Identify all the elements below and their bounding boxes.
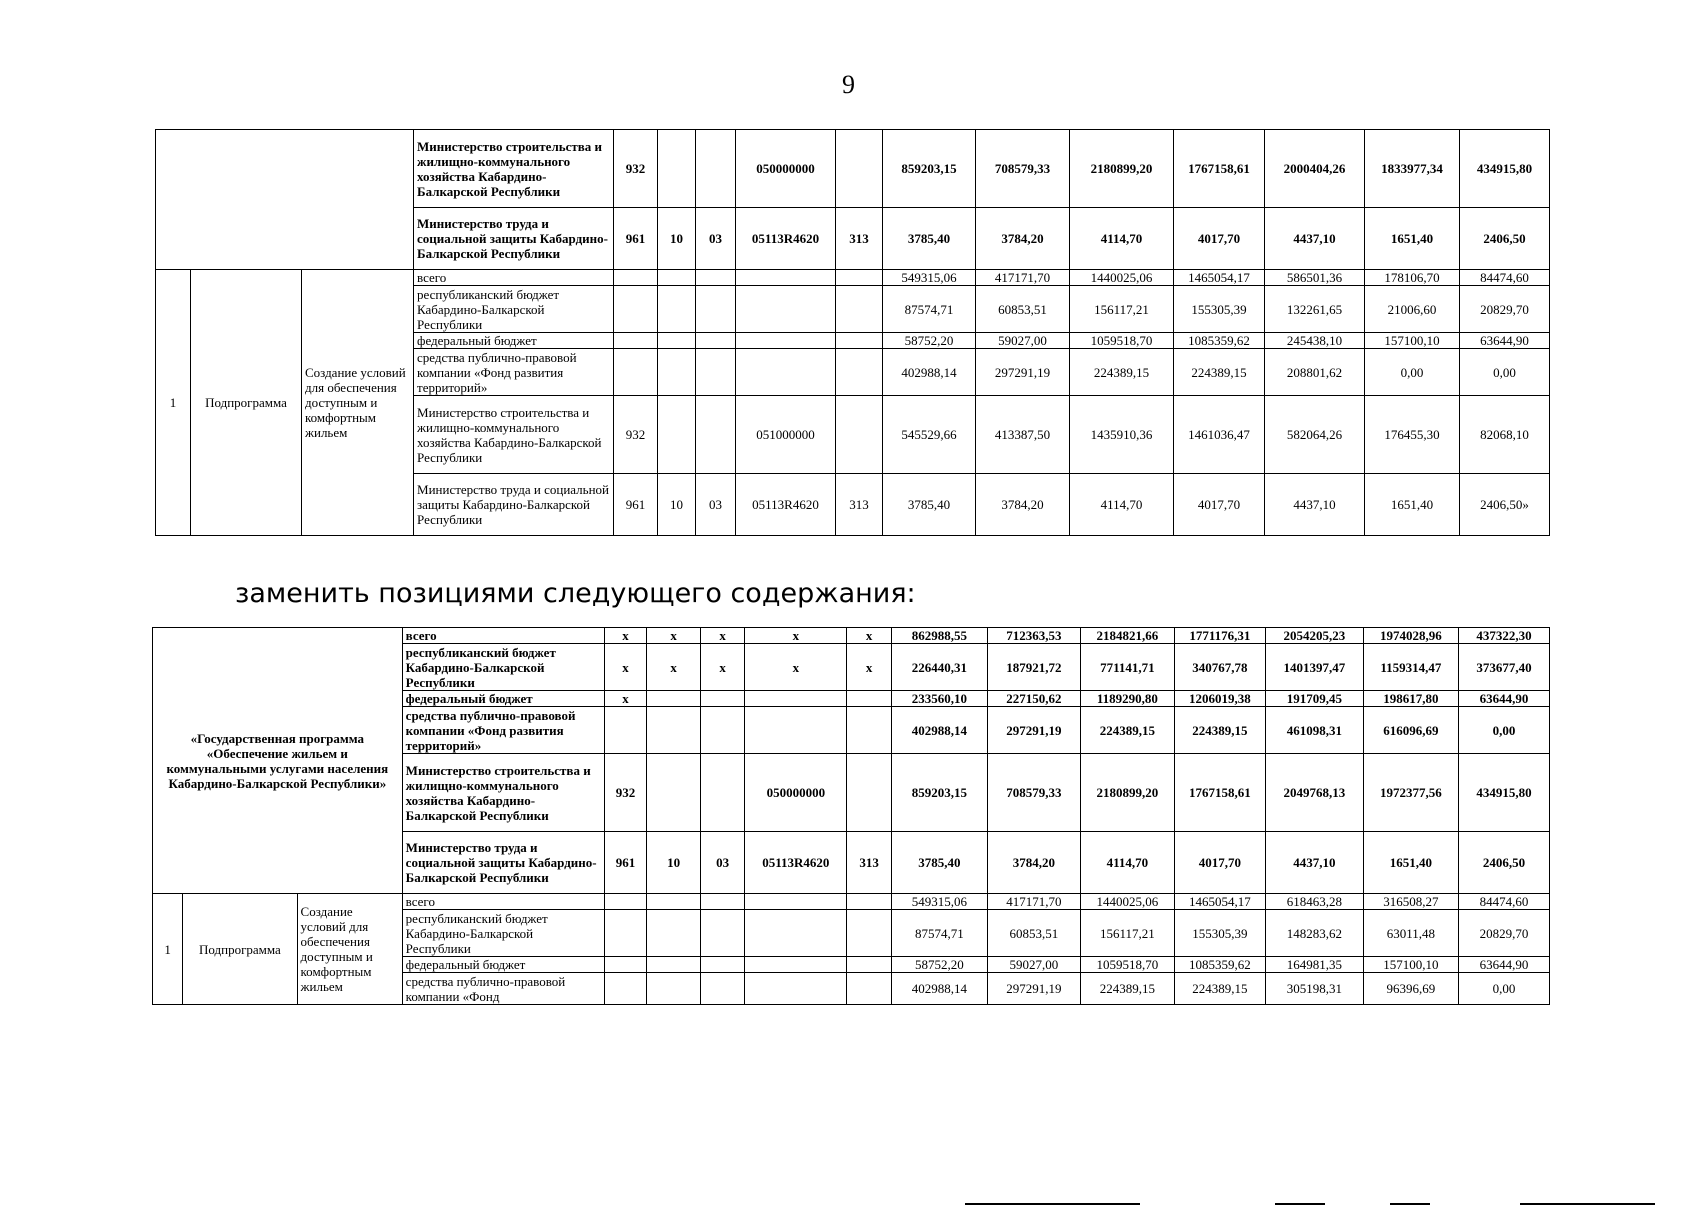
code-cell	[647, 957, 701, 973]
code-cell	[836, 333, 883, 349]
row-description: Министерство труда и социальной защиты Кабардино-Балкарской Республики	[414, 208, 614, 270]
code-cell: х	[847, 644, 891, 691]
row-description: Министерство труда и социальной защиты Кабардино-Балкарской Республики	[414, 474, 614, 536]
value-cell: 402988,14	[891, 707, 987, 754]
value-cell: 59027,00	[987, 957, 1080, 973]
value-cell: 859203,15	[883, 130, 976, 208]
code-cell: 961	[614, 474, 658, 536]
value-cell: 712363,53	[987, 628, 1080, 644]
row-description: Министерство строительства и жилищно-коммунального хозяйства Кабардино-Балкарской Республики	[402, 754, 604, 832]
value-cell: 1767158,61	[1174, 754, 1265, 832]
value-cell: 3785,40	[883, 474, 976, 536]
top-table	[155, 129, 1550, 536]
value-cell: 1461036,47	[1174, 396, 1265, 474]
code-cell	[836, 270, 883, 286]
code-cell: 313	[836, 208, 883, 270]
row-description: всего	[402, 894, 604, 910]
value-cell: 413387,50	[976, 396, 1070, 474]
code-cell	[745, 973, 847, 1005]
code-cell	[736, 349, 836, 396]
value-cell: 155305,39	[1174, 286, 1265, 333]
code-cell	[700, 691, 744, 707]
value-cell: 437322,30	[1458, 628, 1549, 644]
value-cell: 1767158,61	[1174, 130, 1265, 208]
code-cell: 10	[658, 208, 696, 270]
value-cell: 3784,20	[987, 832, 1080, 894]
code-cell	[614, 286, 658, 333]
value-cell: 1059518,70	[1080, 957, 1174, 973]
row-description: средства публично-правовой компании «Фонд развития территорий»	[414, 349, 614, 396]
value-cell: 1440025,06	[1070, 270, 1174, 286]
value-cell: 4114,70	[1070, 208, 1174, 270]
code-cell	[700, 707, 744, 754]
code-cell: х	[647, 628, 701, 644]
value-cell: 417171,70	[987, 894, 1080, 910]
code-cell	[658, 333, 696, 349]
subprogram-type: Подпрограмма	[191, 270, 302, 536]
subprogram-name: Создание условий для обеспечения доступным и комфортным жильем	[297, 894, 402, 1005]
value-cell: 3784,20	[976, 474, 1070, 536]
row-description: федеральный бюджет	[402, 691, 604, 707]
value-cell: 549315,06	[883, 270, 976, 286]
value-cell: 1189290,80	[1080, 691, 1174, 707]
code-cell: 313	[847, 832, 891, 894]
row-description: Министерство строительства и жилищно-коммунального хозяйства Кабардино-Балкарской Республики	[414, 396, 614, 474]
code-cell	[604, 957, 646, 973]
code-cell	[614, 333, 658, 349]
value-cell: 63644,90	[1458, 957, 1549, 973]
value-cell: 155305,39	[1174, 910, 1265, 957]
value-cell: 708579,33	[976, 130, 1070, 208]
code-cell	[647, 910, 701, 957]
subprogram-number: 1	[153, 894, 183, 1005]
row-description: Министерство строительства и жилищно-коммунального хозяйства Кабардино-Балкарской Республики	[414, 130, 614, 208]
code-cell	[700, 957, 744, 973]
value-cell: 297291,19	[987, 973, 1080, 1005]
value-cell: 2184821,66	[1080, 628, 1174, 644]
code-cell: х	[700, 628, 744, 644]
value-cell: 862988,55	[891, 628, 987, 644]
code-cell: 05113R4620	[745, 832, 847, 894]
value-cell: 58752,20	[883, 333, 976, 349]
value-cell: 245438,10	[1265, 333, 1365, 349]
value-cell: 0,00	[1365, 349, 1460, 396]
code-cell	[745, 910, 847, 957]
code-cell	[700, 910, 744, 957]
code-cell	[745, 691, 847, 707]
value-cell: 434915,80	[1460, 130, 1550, 208]
value-cell: 4017,70	[1174, 208, 1265, 270]
value-cell: 2180899,20	[1080, 754, 1174, 832]
value-cell: 1771176,31	[1174, 628, 1265, 644]
code-cell: х	[604, 644, 646, 691]
value-cell: 582064,26	[1265, 396, 1365, 474]
value-cell: 164981,35	[1265, 957, 1363, 973]
value-cell: 157100,10	[1363, 957, 1458, 973]
subprogram-name: Создание условий для обеспечения доступным и комфортным жильем	[302, 270, 414, 536]
value-cell: 4114,70	[1070, 474, 1174, 536]
value-cell: 233560,10	[891, 691, 987, 707]
value-cell: 132261,65	[1265, 286, 1365, 333]
value-cell: 2180899,20	[1070, 130, 1174, 208]
value-cell: 1651,40	[1365, 208, 1460, 270]
value-cell: 224389,15	[1080, 973, 1174, 1005]
blank-cell	[156, 130, 414, 270]
value-cell: 226440,31	[891, 644, 987, 691]
code-cell: х	[700, 644, 744, 691]
code-cell	[658, 270, 696, 286]
code-cell	[614, 270, 658, 286]
value-cell: 224389,15	[1174, 707, 1265, 754]
subprogram-number: 1	[156, 270, 191, 536]
value-cell: 434915,80	[1458, 754, 1549, 832]
code-cell	[736, 286, 836, 333]
code-cell	[696, 349, 736, 396]
value-cell: 1651,40	[1363, 832, 1458, 894]
code-cell: х	[604, 691, 646, 707]
value-cell: 1440025,06	[1080, 894, 1174, 910]
code-cell: 051000000	[736, 396, 836, 474]
code-cell	[658, 130, 696, 208]
program-name: «Государственная программа «Обеспечение жильем и коммунальными услугами населения Кабардино-Балкарской Республики»	[153, 628, 403, 894]
row-description: всего	[402, 628, 604, 644]
value-cell: 373677,40	[1458, 644, 1549, 691]
table-row	[153, 628, 1550, 644]
code-cell: х	[604, 628, 646, 644]
value-cell: 20829,70	[1458, 910, 1549, 957]
code-cell: 961	[614, 208, 658, 270]
value-cell: 1465054,17	[1174, 270, 1265, 286]
code-cell	[658, 396, 696, 474]
value-cell: 224389,15	[1174, 973, 1265, 1005]
value-cell: 0,00	[1458, 973, 1549, 1005]
value-cell: 771141,71	[1080, 644, 1174, 691]
code-cell: х	[847, 628, 891, 644]
value-cell: 224389,15	[1080, 707, 1174, 754]
value-cell: 2406,50	[1458, 832, 1549, 894]
value-cell: 0,00	[1458, 707, 1549, 754]
code-cell	[836, 286, 883, 333]
value-cell: 618463,28	[1265, 894, 1363, 910]
code-cell	[847, 691, 891, 707]
value-cell: 2000404,26	[1265, 130, 1365, 208]
code-cell	[745, 894, 847, 910]
value-cell: 1651,40	[1365, 474, 1460, 536]
value-cell: 178106,70	[1365, 270, 1460, 286]
code-cell	[836, 349, 883, 396]
value-cell: 1833977,34	[1365, 130, 1460, 208]
code-cell	[700, 973, 744, 1005]
value-cell: 224389,15	[1070, 349, 1174, 396]
value-cell: 1974028,96	[1363, 628, 1458, 644]
code-cell: х	[745, 628, 847, 644]
value-cell: 2406,50»	[1460, 474, 1550, 536]
value-cell: 60853,51	[976, 286, 1070, 333]
code-cell: 932	[614, 130, 658, 208]
value-cell: 87574,71	[883, 286, 976, 333]
code-cell	[700, 894, 744, 910]
value-cell: 305198,31	[1265, 973, 1363, 1005]
value-cell: 20829,70	[1460, 286, 1550, 333]
value-cell: 4437,10	[1265, 208, 1365, 270]
code-cell	[604, 707, 646, 754]
row-description: федеральный бюджет	[402, 957, 604, 973]
row-description: средства публично-правовой компании «Фонд развития территорий»	[402, 707, 604, 754]
value-cell: 4017,70	[1174, 832, 1265, 894]
code-cell: 932	[614, 396, 658, 474]
value-cell: 176455,30	[1365, 396, 1460, 474]
page-number: 9	[842, 70, 855, 99]
value-cell: 84474,60	[1458, 894, 1549, 910]
code-cell	[836, 396, 883, 474]
code-cell	[847, 973, 891, 1005]
code-cell: 10	[647, 832, 701, 894]
value-cell: 1085359,62	[1174, 957, 1265, 973]
value-cell: 0,00	[1460, 349, 1550, 396]
code-cell: х	[745, 644, 847, 691]
value-cell: 1085359,62	[1174, 333, 1265, 349]
code-cell	[736, 270, 836, 286]
code-cell	[658, 349, 696, 396]
code-cell: 932	[604, 754, 646, 832]
value-cell: 4017,70	[1174, 474, 1265, 536]
value-cell: 545529,66	[883, 396, 976, 474]
row-description: Министерство труда и социальной защиты Кабардино-Балкарской Республики	[402, 832, 604, 894]
code-cell	[696, 286, 736, 333]
value-cell: 2406,50	[1460, 208, 1550, 270]
code-cell	[847, 957, 891, 973]
code-cell: 961	[604, 832, 646, 894]
value-cell: 340767,78	[1174, 644, 1265, 691]
code-cell: 05113R4620	[736, 474, 836, 536]
table-row	[153, 894, 1550, 910]
code-cell: 03	[696, 208, 736, 270]
row-description: республиканский бюджет Кабардино-Балкарской Республики	[414, 286, 614, 333]
code-cell: х	[647, 644, 701, 691]
value-cell: 82068,10	[1460, 396, 1550, 474]
code-cell: 05113R4620	[736, 208, 836, 270]
code-cell: 050000000	[736, 130, 836, 208]
code-cell	[604, 894, 646, 910]
value-cell: 708579,33	[987, 754, 1080, 832]
value-cell: 208801,62	[1265, 349, 1365, 396]
code-cell	[604, 910, 646, 957]
code-cell	[745, 707, 847, 754]
code-cell: 03	[700, 832, 744, 894]
value-cell: 1159314,47	[1363, 644, 1458, 691]
value-cell: 316508,27	[1363, 894, 1458, 910]
value-cell: 3785,40	[883, 208, 976, 270]
value-cell: 156117,21	[1070, 286, 1174, 333]
value-cell: 87574,71	[891, 910, 987, 957]
value-cell: 417171,70	[976, 270, 1070, 286]
value-cell: 2049768,13	[1265, 754, 1363, 832]
bottom-table	[152, 627, 1550, 1005]
value-cell: 1972377,56	[1363, 754, 1458, 832]
value-cell: 63644,90	[1460, 333, 1550, 349]
value-cell: 2054205,23	[1265, 628, 1363, 644]
code-cell	[604, 973, 646, 1005]
code-cell: 10	[658, 474, 696, 536]
code-cell	[647, 691, 701, 707]
value-cell: 84474,60	[1460, 270, 1550, 286]
value-cell: 198617,80	[1363, 691, 1458, 707]
value-cell: 58752,20	[891, 957, 987, 973]
code-cell	[696, 270, 736, 286]
table-row	[156, 130, 1550, 208]
value-cell: 1401397,47	[1265, 644, 1363, 691]
row-description: республиканский бюджет Кабардино-Балкарской Республики	[402, 910, 604, 957]
value-cell: 96396,69	[1363, 973, 1458, 1005]
value-cell: 21006,60	[1365, 286, 1460, 333]
value-cell: 586501,36	[1265, 270, 1365, 286]
value-cell: 191709,45	[1265, 691, 1363, 707]
value-cell: 157100,10	[1365, 333, 1460, 349]
value-cell: 402988,14	[883, 349, 976, 396]
code-cell	[696, 333, 736, 349]
value-cell: 63011,48	[1363, 910, 1458, 957]
subprogram-type: Подпрограмма	[183, 894, 297, 1005]
row-description: федеральный бюджет	[414, 333, 614, 349]
code-cell	[745, 957, 847, 973]
table-row	[156, 270, 1550, 286]
code-cell	[847, 754, 891, 832]
row-description: всего	[414, 270, 614, 286]
code-cell	[647, 894, 701, 910]
value-cell: 549315,06	[891, 894, 987, 910]
code-cell	[736, 333, 836, 349]
code-cell	[647, 973, 701, 1005]
value-cell: 616096,69	[1363, 707, 1458, 754]
code-cell: 050000000	[745, 754, 847, 832]
row-description: средства публично-правовой компании «Фонд	[402, 973, 604, 1005]
code-cell	[836, 130, 883, 208]
code-cell	[647, 707, 701, 754]
section-heading: заменить позициями следующего содержания:	[235, 578, 916, 609]
code-cell	[614, 349, 658, 396]
code-cell	[658, 286, 696, 333]
code-cell	[847, 707, 891, 754]
value-cell: 3784,20	[976, 208, 1070, 270]
value-cell: 4437,10	[1265, 474, 1365, 536]
value-cell: 4437,10	[1265, 832, 1363, 894]
value-cell: 461098,31	[1265, 707, 1363, 754]
code-cell	[847, 910, 891, 957]
value-cell: 402988,14	[891, 973, 987, 1005]
code-cell: 313	[836, 474, 883, 536]
row-description: республиканский бюджет Кабардино-Балкарской Республики	[402, 644, 604, 691]
value-cell: 1206019,38	[1174, 691, 1265, 707]
value-cell: 1465054,17	[1174, 894, 1265, 910]
value-cell: 63644,90	[1458, 691, 1549, 707]
code-cell	[696, 130, 736, 208]
value-cell: 4114,70	[1080, 832, 1174, 894]
code-cell	[847, 894, 891, 910]
value-cell: 297291,19	[987, 707, 1080, 754]
value-cell: 224389,15	[1174, 349, 1265, 396]
value-cell: 1435910,36	[1070, 396, 1174, 474]
code-cell	[700, 754, 744, 832]
value-cell: 187921,72	[987, 644, 1080, 691]
value-cell: 859203,15	[891, 754, 987, 832]
value-cell: 3785,40	[891, 832, 987, 894]
value-cell: 227150,62	[987, 691, 1080, 707]
code-cell	[696, 396, 736, 474]
code-cell	[647, 754, 701, 832]
value-cell: 297291,19	[976, 349, 1070, 396]
value-cell: 60853,51	[987, 910, 1080, 957]
value-cell: 156117,21	[1080, 910, 1174, 957]
code-cell: 03	[696, 474, 736, 536]
value-cell: 59027,00	[976, 333, 1070, 349]
value-cell: 148283,62	[1265, 910, 1363, 957]
value-cell: 1059518,70	[1070, 333, 1174, 349]
